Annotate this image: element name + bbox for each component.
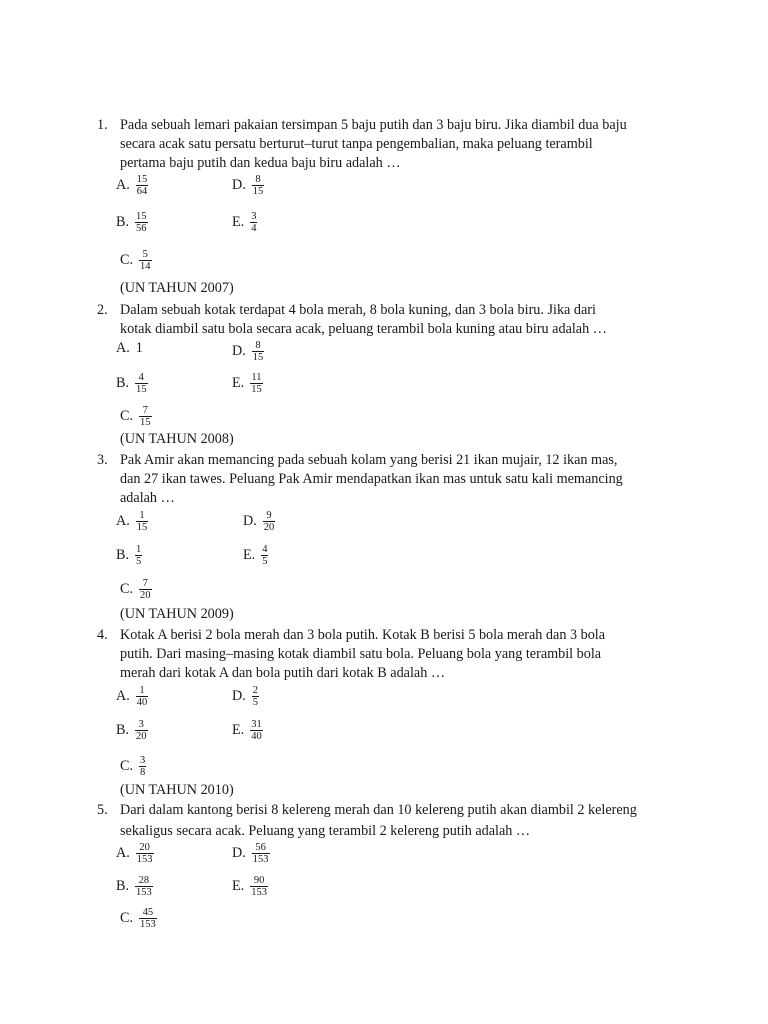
question-text-line: dan 27 ikan tawes. Peluang Pak Amir mendapatkan ikan mas untuk satu kali memancing — [120, 471, 623, 487]
denominator: 5 — [136, 556, 142, 567]
numerator: 7 — [142, 405, 148, 416]
numerator: 90 — [253, 875, 265, 886]
numerator: 1 — [139, 510, 145, 521]
option-label: C. — [120, 581, 134, 597]
denominator: 56 — [136, 223, 147, 234]
numerator: 15 — [136, 211, 147, 222]
numerator: 11 — [251, 372, 262, 383]
option-b[interactable] — [116, 211, 148, 234]
denominator: 153 — [251, 887, 267, 898]
option-label: A. — [116, 845, 130, 861]
fraction — [136, 174, 149, 197]
fraction — [261, 544, 268, 567]
numerator: 3 — [140, 755, 146, 766]
question-text-line: pertama baju putih dan kedua baju biru adalah … — [120, 155, 401, 171]
numerator: 4 — [262, 544, 268, 555]
numerator: 28 — [138, 875, 150, 886]
denominator: 5 — [262, 556, 268, 567]
denominator: 40 — [136, 697, 148, 708]
fraction — [139, 249, 152, 272]
fraction — [252, 174, 265, 197]
option-d[interactable] — [232, 340, 264, 363]
denominator: 20 — [136, 731, 147, 742]
option-label: E. — [243, 547, 256, 563]
numerator: 5 — [142, 249, 148, 260]
fraction — [139, 405, 152, 428]
question-text-line: Pada sebuah lemari pakaian tersimpan 5 baju putih dan 3 baju biru. Jika diambil dua baju — [120, 117, 627, 133]
fraction — [136, 685, 149, 708]
fraction — [136, 510, 149, 533]
source-note: (UN TAHUN 2008) — [120, 431, 234, 447]
option-label: E. — [232, 214, 245, 230]
fraction — [135, 211, 148, 234]
option-label: E. — [232, 878, 245, 894]
option-e[interactable] — [243, 544, 268, 567]
numerator: 15 — [136, 174, 148, 185]
option-c[interactable] — [120, 907, 157, 930]
numerator: 7 — [142, 578, 148, 589]
option-value: 1 — [135, 340, 143, 356]
fraction — [252, 340, 265, 363]
fraction — [139, 907, 157, 930]
question-number: 1. — [97, 117, 108, 133]
fraction — [250, 211, 257, 234]
option-label: D. — [243, 513, 257, 529]
option-e[interactable] — [232, 211, 257, 234]
option-label: C. — [120, 758, 134, 774]
denominator: 20 — [263, 522, 275, 533]
denominator: 153 — [136, 887, 152, 898]
numerator: 1 — [139, 685, 145, 696]
option-label: A. — [116, 177, 130, 193]
denominator: 153 — [140, 919, 156, 930]
question-text-line: adalah … — [120, 490, 175, 506]
fraction — [139, 578, 152, 601]
numerator: 2 — [252, 685, 259, 696]
option-label: B. — [116, 214, 130, 230]
question-text-line: sekaligus secara acak. Peluang yang terambil 2 kelereng putih adalah … — [120, 823, 531, 839]
option-label: D. — [232, 845, 246, 861]
option-label: E. — [232, 375, 245, 391]
denominator: 64 — [136, 186, 148, 197]
denominator: 15 — [140, 417, 151, 428]
question-number: 4. — [97, 627, 108, 643]
option-label: B. — [116, 375, 130, 391]
option-label: D. — [232, 343, 246, 359]
question-number: 3. — [97, 452, 108, 468]
question-text-line: kotak diambil satu bola secara acak, peluang terambil bola kuning atau biru adalah … — [120, 321, 607, 337]
option-a[interactable] — [116, 510, 148, 533]
question-text-line: putih. Dari masing–masing kotak diambil satu bola. Peluang bola yang terambil bola — [120, 646, 602, 662]
fraction — [250, 372, 263, 395]
question-text-line: secara acak satu persatu berturut–turut tanpa pengembalian, maka peluang terambil — [120, 136, 593, 152]
fraction — [136, 842, 154, 865]
option-e[interactable] — [232, 372, 263, 395]
option-label: D. — [232, 177, 246, 193]
option-b[interactable] — [116, 372, 148, 395]
option-a[interactable] — [116, 174, 148, 197]
fraction — [135, 719, 148, 742]
denominator: 153 — [252, 854, 269, 865]
denominator: 153 — [136, 854, 153, 865]
option-a[interactable] — [116, 340, 143, 357]
denominator: 15 — [252, 186, 264, 197]
option-b[interactable] — [116, 544, 142, 567]
fraction — [252, 842, 270, 865]
denominator: 5 — [252, 697, 259, 708]
numerator: 1 — [136, 544, 142, 555]
numerator: 20 — [139, 842, 150, 853]
option-label: B. — [116, 878, 130, 894]
option-d[interactable] — [232, 174, 264, 197]
option-d[interactable] — [232, 842, 270, 865]
option-e[interactable] — [232, 719, 263, 742]
option-label: B. — [116, 547, 130, 563]
fraction — [250, 719, 263, 742]
option-c[interactable] — [120, 755, 146, 778]
fraction — [139, 755, 146, 778]
option-d[interactable] — [243, 510, 275, 533]
option-label: B. — [116, 722, 130, 738]
denominator: 15 — [251, 384, 262, 395]
source-note: (UN TAHUN 2007) — [120, 280, 234, 296]
numerator: 3 — [251, 211, 257, 222]
question-text-line: Pak Amir akan memancing pada sebuah kolam yang berisi 21 ikan mujair, 12 ikan mas, — [120, 452, 618, 468]
fraction — [135, 372, 148, 395]
option-label: C. — [120, 408, 134, 424]
option-d[interactable] — [232, 685, 259, 708]
question-text-line: Dalam sebuah kotak terdapat 4 bola merah, 8 bola kuning, dan 3 bola biru. Jika dari — [120, 302, 596, 318]
option-label: E. — [232, 722, 245, 738]
denominator: 4 — [251, 223, 257, 234]
option-c[interactable] — [120, 405, 152, 428]
numerator: 8 — [255, 340, 261, 351]
question-text-line: merah dari kotak A dan bola putih dari kotak B adalah … — [120, 665, 446, 681]
option-a[interactable] — [116, 685, 148, 708]
option-label: C. — [120, 910, 134, 926]
numerator: 9 — [266, 510, 272, 521]
option-c[interactable] — [120, 578, 152, 601]
denominator: 40 — [251, 731, 262, 742]
source-note: (UN TAHUN 2009) — [120, 606, 234, 622]
denominator: 8 — [140, 767, 146, 778]
option-label: A. — [116, 513, 130, 529]
option-b[interactable] — [116, 875, 153, 898]
numerator: 3 — [138, 719, 144, 730]
denominator: 15 — [136, 384, 147, 395]
fraction — [250, 875, 268, 898]
option-c[interactable] — [120, 249, 152, 272]
numerator: 4 — [138, 372, 144, 383]
denominator: 20 — [140, 590, 151, 601]
option-label: C. — [120, 252, 134, 268]
fraction — [135, 544, 142, 567]
source-note: (UN TAHUN 2010) — [120, 782, 234, 798]
question-number: 5. — [97, 802, 108, 818]
option-label: D. — [232, 688, 246, 704]
numerator: 31 — [251, 719, 262, 730]
numerator: 8 — [255, 174, 261, 185]
question-number: 2. — [97, 302, 108, 318]
numerator: 56 — [255, 842, 266, 853]
option-label: A. — [116, 340, 130, 356]
denominator: 15 — [252, 352, 264, 363]
question-text-line: Kotak A berisi 2 bola merah dan 3 bola putih. Kotak B berisi 5 bola merah dan 3 bola — [120, 627, 606, 643]
option-label: A. — [116, 688, 130, 704]
denominator: 14 — [140, 261, 151, 272]
fraction — [135, 875, 153, 898]
question-text-line: Dari dalam kantong berisi 8 kelereng merah dan 10 kelereng putih akan diambil 2 kelereng — [120, 802, 637, 818]
denominator: 15 — [136, 522, 148, 533]
option-a[interactable] — [116, 842, 154, 865]
numerator: 45 — [142, 907, 154, 918]
fraction — [263, 510, 276, 533]
option-b[interactable] — [116, 719, 148, 742]
fraction — [252, 685, 259, 708]
option-e[interactable] — [232, 875, 268, 898]
